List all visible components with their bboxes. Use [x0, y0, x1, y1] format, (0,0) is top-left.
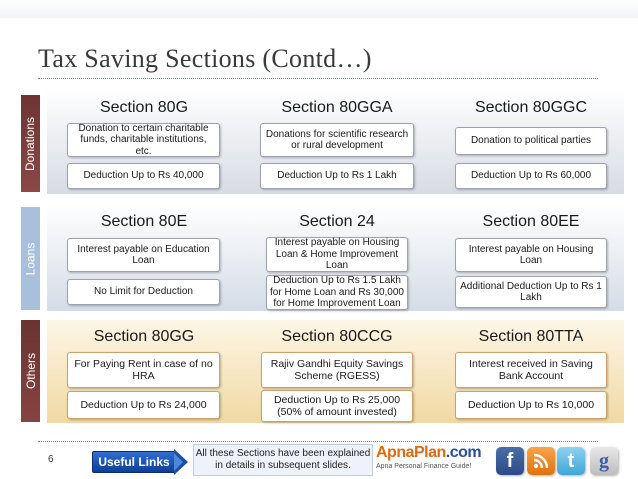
section-description: For Paying Rent in case of no HRA: [67, 352, 220, 388]
section-heading: Section 80EE: [482, 213, 580, 230]
section-deduction: Deduction Up to Rs 10,000: [455, 391, 607, 419]
page-number: 6: [48, 454, 54, 465]
category-tab-donations: [21, 95, 40, 192]
rss-icon[interactable]: [527, 447, 555, 475]
section-heading: Section 80G: [99, 99, 189, 116]
section-description: Interest payable on Housing Loan & Home Improvement Loan: [266, 237, 408, 272]
logo-tagline: Apna Personal Finance Guide!: [376, 463, 472, 470]
section-heading: Section 80GGA: [281, 99, 393, 116]
sections-note: All these Sections have been explained in details in subsequent slides.: [193, 444, 373, 476]
useful-links-button[interactable]: Useful Links: [92, 451, 176, 473]
category-label: Loans: [23, 242, 38, 275]
section-heading: Section 80E: [100, 213, 188, 230]
section-deduction: Deduction Up to Rs 24,000: [67, 391, 220, 419]
section-heading: Section 80CCG: [281, 328, 393, 345]
section-description: Donation to certain charitable funds, charitable institutions, etc.: [67, 123, 220, 157]
section-heading: Section 80GG: [93, 328, 195, 345]
footer-divider: [38, 441, 598, 442]
section-deduction: No Limit for Deduction: [67, 279, 220, 305]
section-heading: Section 80TTA: [478, 328, 584, 345]
rss-glyph: [532, 452, 550, 470]
section-description: Donation to political parties: [455, 127, 607, 155]
category-label: Donations: [23, 116, 38, 171]
section-description: Rajiv Gandhi Equity Savings Scheme (RGESS): [261, 352, 413, 388]
facebook-icon[interactable]: f: [496, 447, 524, 475]
title-divider: [38, 78, 598, 79]
section-description: Interest payable on Education Loan: [67, 238, 220, 272]
section-heading: Section 80GGC: [474, 99, 588, 116]
category-label: Others: [23, 352, 38, 390]
category-tab-others: [21, 320, 40, 422]
section-description: Donations for scientific research or rural development: [260, 123, 414, 157]
apnaplan-logo[interactable]: [376, 444, 486, 476]
section-deduction: Additional Deduction Up to Rs 1 Lakh: [455, 276, 607, 308]
section-deduction: Deduction Up to Rs 60,000: [455, 163, 607, 189]
chevron-right-icon: [174, 449, 188, 475]
google-icon[interactable]: g: [590, 447, 618, 475]
logo-domain: .com: [445, 444, 482, 461]
section-heading: Section 24: [299, 213, 375, 230]
category-tab-loans: [21, 207, 40, 310]
logo-name: ApnaPlan: [376, 444, 446, 461]
section-description: Interest received in Saving Bank Account: [455, 352, 607, 388]
section-deduction: Deduction Up to Rs 1 Lakh: [260, 163, 414, 189]
section-deduction: Deduction Up to Rs 40,000: [67, 163, 220, 189]
section-deduction: Deduction Up to Rs 25,000 (50% of amount invested): [261, 390, 413, 422]
page-title: Tax Saving Sections (Contd…): [38, 44, 372, 73]
twitter-icon[interactable]: t: [557, 447, 585, 475]
section-description: Interest payable on Housing Loan: [455, 238, 607, 272]
top-decoration-bar: [0, 0, 638, 18]
section-deduction: Deduction Up to Rs 1.5 Lakh for Home Loan and Rs 30,000 for Home Improvement Loan: [266, 275, 408, 310]
